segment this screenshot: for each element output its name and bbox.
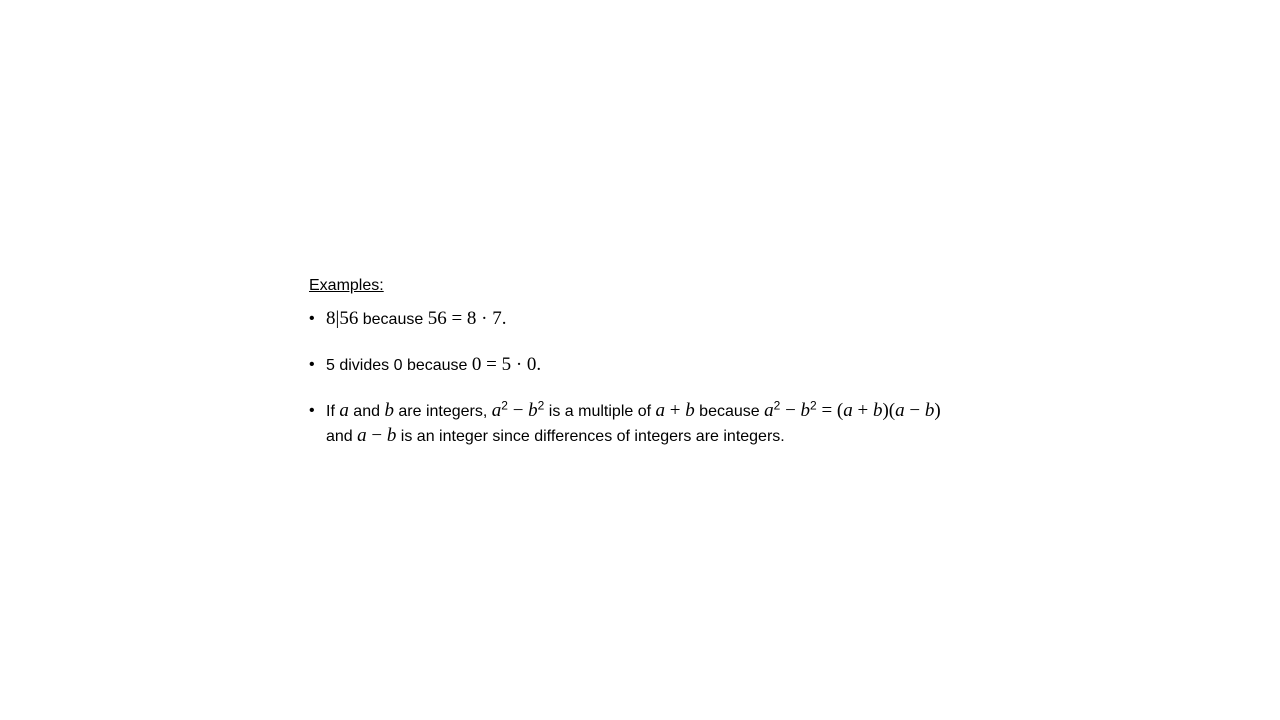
equation: 0 = 5 · 0 (471, 354, 537, 375)
examples-section (309, 276, 989, 471)
examples-heading: Examples: (309, 277, 384, 294)
equation: 56 = 8 · 7 (427, 308, 502, 329)
examples-list (309, 307, 989, 449)
bullet-icon: • (309, 356, 315, 373)
example-item-2: • 5 divides 0 because 0 = 5 · 0. (309, 354, 542, 375)
bullet-icon: • (309, 402, 315, 419)
bullet-icon: • (309, 310, 315, 327)
example-item-1: • 8|56 because 56 = 8 · 7. (309, 308, 507, 329)
example-item-3: • If a and b are integers, $a^2 - b^2$ is a multiple of a + b because $a^2 - b^2 = (a + b)(a - b)$ and a − b is an integer since differences of integers are integers. (309, 398, 941, 446)
